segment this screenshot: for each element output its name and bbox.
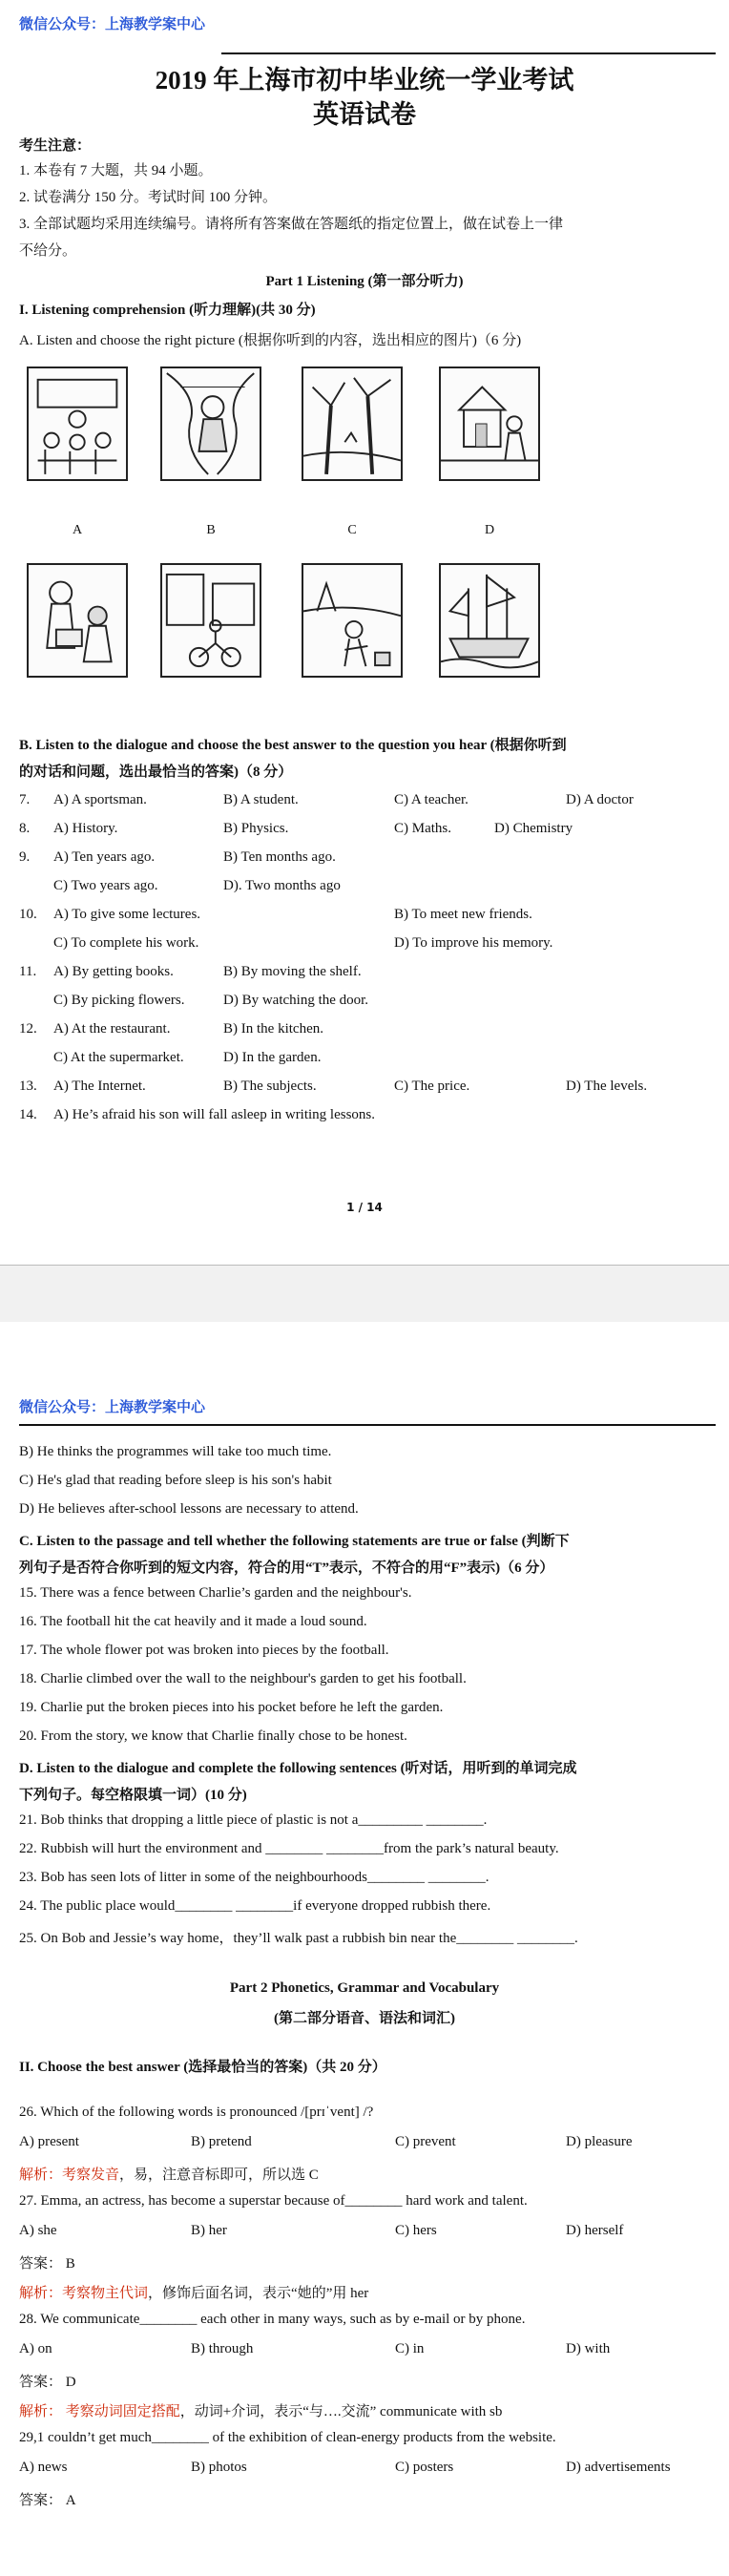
option: D) advertisements: [566, 2460, 671, 2475]
fill-in-sentence: 23. Bob has seen lots of litter in some of the neighbourhoods________ ________.: [19, 1870, 489, 1885]
option: A) news: [19, 2460, 68, 2475]
notice-item: 2. 试卷满分 150 分。考试时间 100 分钟。: [19, 190, 278, 205]
analysis-topic: 考察动词固定搭配: [62, 2404, 180, 2419]
picture-f-illustration: [160, 563, 261, 678]
option: D) To improve his memory.: [394, 935, 553, 951]
wechat-brand: 微信公众号：上海教学案中心: [19, 1398, 206, 1415]
tf-statement: 16. The football hit the cat heavily and it made a loud sound.: [19, 1614, 367, 1629]
question-number: 11.: [19, 964, 37, 979]
answer-line: 答案： D: [19, 2375, 76, 2390]
option: A) By getting books.: [53, 964, 174, 979]
option: B) Physics.: [223, 821, 289, 836]
question-number: 8.: [19, 821, 31, 836]
analysis-line: [19, 2164, 319, 2184]
picture-b-icon: [162, 368, 260, 479]
analysis-line: [19, 2282, 368, 2302]
option: B) her: [191, 2223, 227, 2238]
option: C) prevent: [395, 2134, 456, 2149]
option: A) History.: [53, 821, 118, 836]
picture-h-icon: [441, 565, 538, 676]
option: C) He's glad that reading before sleep is his son's habit: [19, 1473, 332, 1488]
option: C) hers: [395, 2223, 437, 2238]
analysis-text: ，修饰后面名词，表示“她的”用 her: [148, 2286, 369, 2301]
analysis-text: ，易，注意音标即可，所以选 C: [119, 2168, 319, 2183]
option: C) The price.: [394, 1079, 470, 1094]
option: C) in: [395, 2341, 425, 2356]
option: D) By watching the door.: [223, 993, 369, 1008]
option: D) In the garden.: [223, 1050, 322, 1065]
tf-statement: 15. There was a fence between Charlie’s garden and the neighbour's.: [19, 1585, 412, 1601]
exam-page-2: [0, 1322, 729, 2576]
picture-d-illustration: [439, 367, 540, 481]
option: B) To meet new friends.: [394, 907, 532, 922]
question-stem: 28. We communicate________ each other in many ways, such as by e-mail or by phone.: [19, 2312, 526, 2327]
option: D) Chemistry: [494, 821, 573, 836]
section-b-text: B. Listen to the dialogue and choose the best answer to the question you hear (根据你听到: [19, 738, 567, 753]
question-number: 10.: [19, 907, 37, 922]
section-instruction: D. Listen to the dialogue and complete the following sentences (听对话，用听到的单词完成: [19, 1761, 577, 1776]
part-subheading: (第二部分语音、语法和词汇): [274, 2011, 455, 2026]
part-heading: Part 2 Phonetics, Grammar and Vocabulary: [229, 1980, 500, 1996]
picture-e-icon: [29, 565, 126, 676]
option: B) In the kitchen.: [223, 1021, 323, 1037]
analysis-label: 解析：: [19, 2286, 63, 2301]
question-number: 14.: [19, 1107, 37, 1122]
option: B) By moving the shelf.: [223, 964, 362, 979]
option: D) with: [566, 2341, 611, 2356]
wechat-brand: 微信公众号：上海教学案中心: [19, 15, 206, 32]
analysis-label: 解析：: [19, 2168, 63, 2183]
option: A) The Internet.: [53, 1079, 146, 1094]
exam-subtitle: 英语试卷: [313, 100, 416, 129]
analysis-label: 解析：: [19, 2404, 63, 2419]
page-separator: [0, 1265, 729, 1324]
option: D) pleasure: [566, 2134, 633, 2149]
section-instruction: [19, 734, 567, 754]
question-stem: 26. Which of the following words is pronounced /[prɪˈvent] /?: [19, 2105, 374, 2120]
option: B) photos: [191, 2460, 247, 2475]
option: A) To give some lectures.: [53, 907, 201, 922]
tf-statement: 19. Charlie put the broken pieces into his pocket before he left the garden.: [19, 1700, 444, 1715]
option: D) herself: [566, 2223, 624, 2238]
section-instruction-cont: 的对话和问题，选出最恰当的答案)（8 分）: [19, 764, 293, 780]
option: D) He believes after-school lessons are necessary to attend.: [19, 1501, 359, 1517]
fill-in-sentence: 21. Bob thinks that dropping a little piece of plastic is not a_________ ________.: [19, 1812, 488, 1828]
notice-item: 1. 本卷有 7 大题，共 94 小题。: [19, 163, 213, 178]
option: C) Two years ago.: [53, 878, 158, 893]
question-number: 9.: [19, 849, 31, 865]
header-rule: [19, 1424, 716, 1426]
answer-line: 答案： B: [19, 2256, 75, 2272]
question-stem: 27. Emma, an actress, has become a superstar because of________ hard work and talent.: [19, 2193, 528, 2209]
picture-e-illustration: [27, 563, 128, 678]
option: C) posters: [395, 2460, 454, 2475]
picture-a-illustration: [27, 367, 128, 481]
option: B) He thinks the programmes will take too much time.: [19, 1444, 332, 1459]
answer-line: 答案： A: [19, 2493, 76, 2508]
tf-statement: 20. From the story, we know that Charlie finally chose to be honest.: [19, 1728, 407, 1744]
notice-item: 3. 全部试题均采用连续编号。请将所有答案做在答题纸的指定位置上，做在试卷上一律: [19, 217, 564, 232]
section-heading: I. Listening comprehension (听力理解)(共 30 分): [19, 303, 316, 318]
notice-heading: 考生注意：: [19, 138, 92, 154]
option: A) present: [19, 2134, 79, 2149]
part-heading: Part 1 Listening (第一部分听力): [265, 274, 464, 289]
header-rule: [221, 52, 716, 54]
picture-label: B: [206, 523, 216, 537]
option: A) At the restaurant.: [53, 1021, 171, 1037]
analysis-topic: 考察物主代词: [62, 2286, 149, 2301]
section-heading: II. Choose the best answer (选择最恰当的答案)（共 20 分）: [19, 2060, 386, 2075]
option: B) The subjects.: [223, 1079, 317, 1094]
picture-a-icon: [29, 368, 126, 479]
option: C) Maths.: [394, 821, 451, 836]
question-stem: 29,1 couldn’t get much________ of the exhibition of clean-energy products from the website.: [19, 2430, 556, 2445]
option: C) To complete his work.: [53, 935, 199, 951]
option: A) A sportsman.: [53, 792, 147, 807]
option: B) pretend: [191, 2134, 252, 2149]
notice-item: 不给分。: [19, 243, 77, 259]
option: C) By picking flowers.: [53, 993, 185, 1008]
option: D). Two months ago: [223, 878, 341, 893]
picture-h-illustration: [439, 563, 540, 678]
option: D) The levels.: [566, 1079, 648, 1094]
picture-b-illustration: [160, 367, 261, 481]
section-instruction: C. Listen to the passage and tell whether the following statements are true or false (判断下: [19, 1534, 570, 1549]
fill-in-sentence: 25. On Bob and Jessie’s way home，they’ll walk past a rubbish bin near the________ ________.: [19, 1931, 578, 1946]
analysis-text: ，动词+介词，表示“与….交流” communicate with sb: [179, 2404, 503, 2419]
fill-in-sentence: 22. Rubbish will hurt the environment and ________ ________from the park’s natural beauty.: [19, 1841, 559, 1856]
option: B) A student.: [223, 792, 299, 807]
picture-c-icon: [303, 368, 401, 479]
picture-label: D: [484, 523, 495, 537]
page-number: 1 / 14: [346, 1201, 383, 1214]
section-instruction-cont: 列句子是否符合你听到的短文内容，符合的用“T”表示，不符合的用“F”表示)（6 分）: [19, 1560, 554, 1576]
section-instruction: A. Listen and choose the right picture (根据你听到的内容，选出相应的图片)（6 分): [19, 333, 522, 348]
picture-label: A: [72, 523, 83, 537]
picture-label: C: [347, 523, 357, 537]
option: A) on: [19, 2341, 52, 2356]
exam-title: 2019 年上海市初中毕业统一学业考试: [155, 66, 574, 94]
exam-page-1: [0, 0, 729, 1265]
question-number: 7.: [19, 792, 31, 807]
section-instruction-cont: 下列句子。每空格限填一词）(10 分): [19, 1788, 247, 1803]
tf-statement: 18. Charlie climbed over the wall to the neighbour's garden to get his football.: [19, 1671, 467, 1686]
tf-statement: 17. The whole flower pot was broken into pieces by the football.: [19, 1643, 389, 1658]
option: D) A doctor: [566, 792, 634, 807]
question-number: 13.: [19, 1079, 37, 1094]
picture-c-illustration: [302, 367, 403, 481]
picture-g-icon: [303, 565, 401, 676]
option: B) through: [191, 2341, 254, 2356]
question-number: 12.: [19, 1021, 37, 1037]
option: C) At the supermarket.: [53, 1050, 184, 1065]
analysis-line: [19, 2400, 502, 2420]
picture-g-illustration: [302, 563, 403, 678]
option: C) A teacher.: [394, 792, 469, 807]
option: A) Ten years ago.: [53, 849, 156, 865]
fill-in-sentence: 24. The public place would________ ________if everyone dropped rubbish there.: [19, 1898, 491, 1914]
analysis-topic: 考察发音: [62, 2168, 120, 2183]
picture-d-icon: [441, 368, 538, 479]
picture-f-icon: [162, 565, 260, 676]
option: B) Ten months ago.: [223, 849, 336, 865]
option: A) He’s afraid his son will fall asleep in writing lessons.: [53, 1107, 376, 1122]
option: A) she: [19, 2223, 57, 2238]
